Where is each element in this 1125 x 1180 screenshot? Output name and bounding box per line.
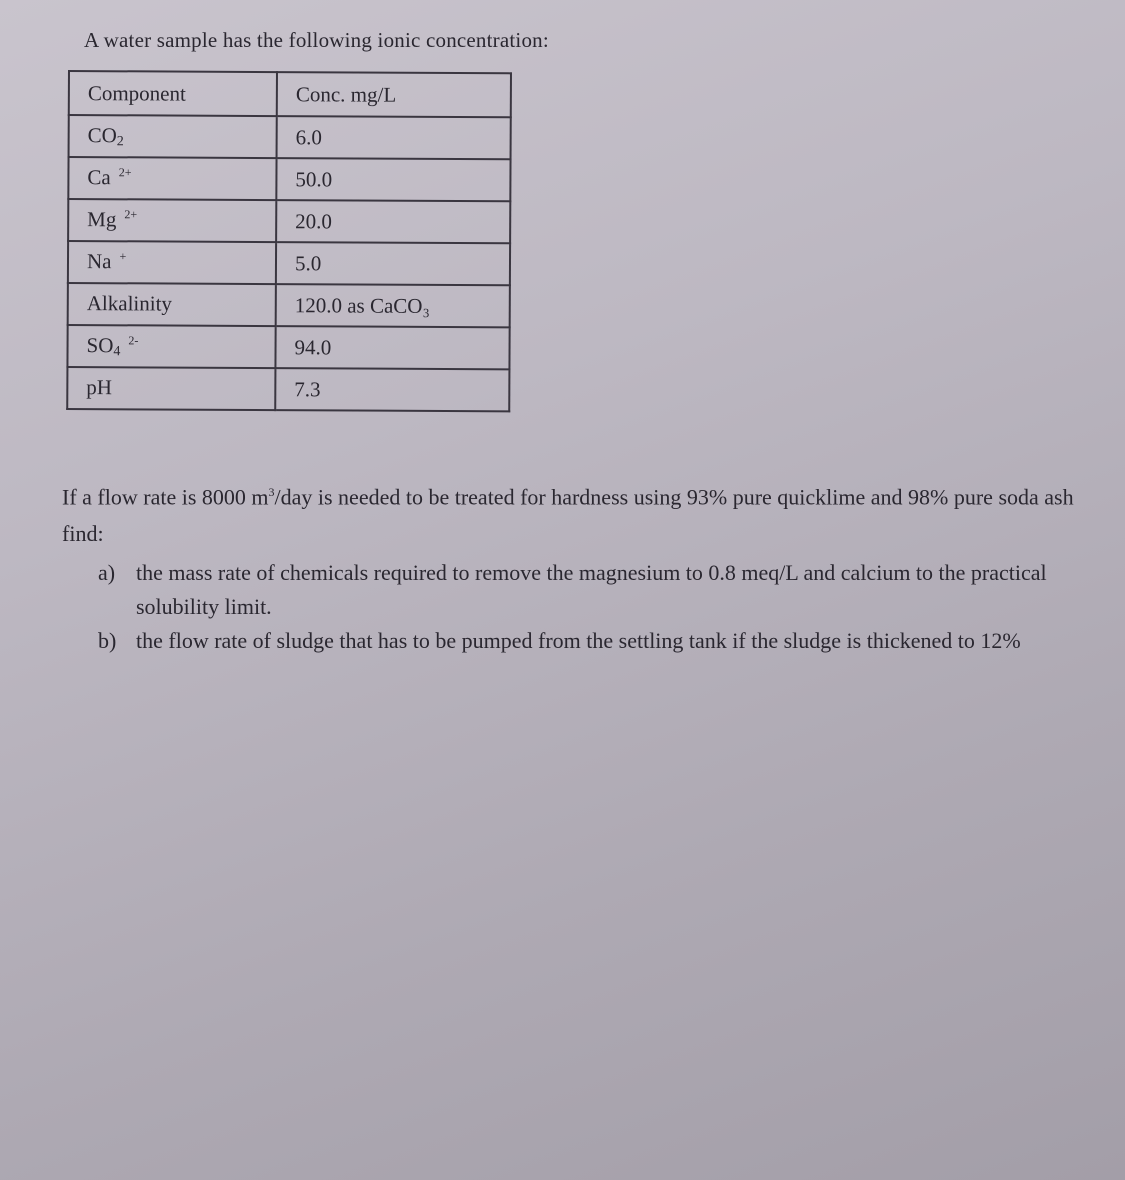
component-subscript: 4 xyxy=(113,343,121,359)
table-row xyxy=(67,325,509,369)
problem-exponent: 3 xyxy=(268,485,275,499)
component-subscript: 2 xyxy=(116,133,124,149)
concentration-cell: 7.3 xyxy=(275,368,509,411)
question-part-a xyxy=(98,556,1098,624)
component-cell xyxy=(67,367,275,410)
problem-statement xyxy=(62,474,1102,552)
component-charge: + xyxy=(119,248,127,263)
component-cell xyxy=(68,199,276,242)
part-letter: a) xyxy=(98,560,116,585)
table-row xyxy=(68,241,510,285)
component-cell xyxy=(67,325,275,368)
question-parts xyxy=(98,556,1098,658)
part-text: the mass rate of chemicals required to remove the magnesium to 0.8 meq/L and calcium to the practical solubility limit. xyxy=(136,560,1047,619)
component-name: pH xyxy=(86,374,113,399)
intro-text: A water sample has the following ionic concentration: xyxy=(84,28,549,52)
concentration-cell: 50.0 xyxy=(276,158,510,201)
table-row xyxy=(68,199,510,243)
table-row xyxy=(69,115,511,159)
component-charge: 2+ xyxy=(118,164,132,179)
component-charge: 2- xyxy=(128,332,139,347)
component-cell xyxy=(69,115,277,158)
component-cell xyxy=(68,157,276,200)
header-component: Component xyxy=(69,71,277,116)
concentration-cell: 94.0 xyxy=(275,326,509,369)
component-name: Mg xyxy=(87,206,117,231)
problem-text-start: If a flow rate is 8000 m xyxy=(62,484,269,510)
component-cell xyxy=(68,283,276,326)
component-charge: 2+ xyxy=(124,206,138,221)
concentration-table xyxy=(66,70,512,412)
concentration-cell: 5.0 xyxy=(276,242,510,285)
component-name: Na xyxy=(86,248,112,273)
component-name: Ca xyxy=(87,164,111,189)
table-row xyxy=(68,157,510,201)
table-header-row xyxy=(69,71,511,117)
component-name: Alkalinity xyxy=(86,290,173,316)
problem-text-end: /day is needed to be treated for hardness using 93% pure quicklime and 98% pure soda ash find: xyxy=(62,484,1074,547)
component-cell xyxy=(68,241,276,284)
component-name: CO xyxy=(87,122,117,147)
table-row xyxy=(68,283,510,327)
part-text: the flow rate of sludge that has to be pumped from the settling tank if the sludge is thickened to 12% xyxy=(136,628,1021,653)
concentration-cell: 6.0 xyxy=(277,116,511,159)
concentration-cell: 120.0 as CaCO₃ xyxy=(276,284,510,327)
header-concentration: Conc. mg/L xyxy=(277,72,511,117)
concentration-cell: 20.0 xyxy=(276,200,510,243)
part-letter: b) xyxy=(98,628,117,653)
question-part-b xyxy=(98,624,1098,658)
table-row xyxy=(67,367,509,411)
component-name: SO xyxy=(86,332,114,357)
